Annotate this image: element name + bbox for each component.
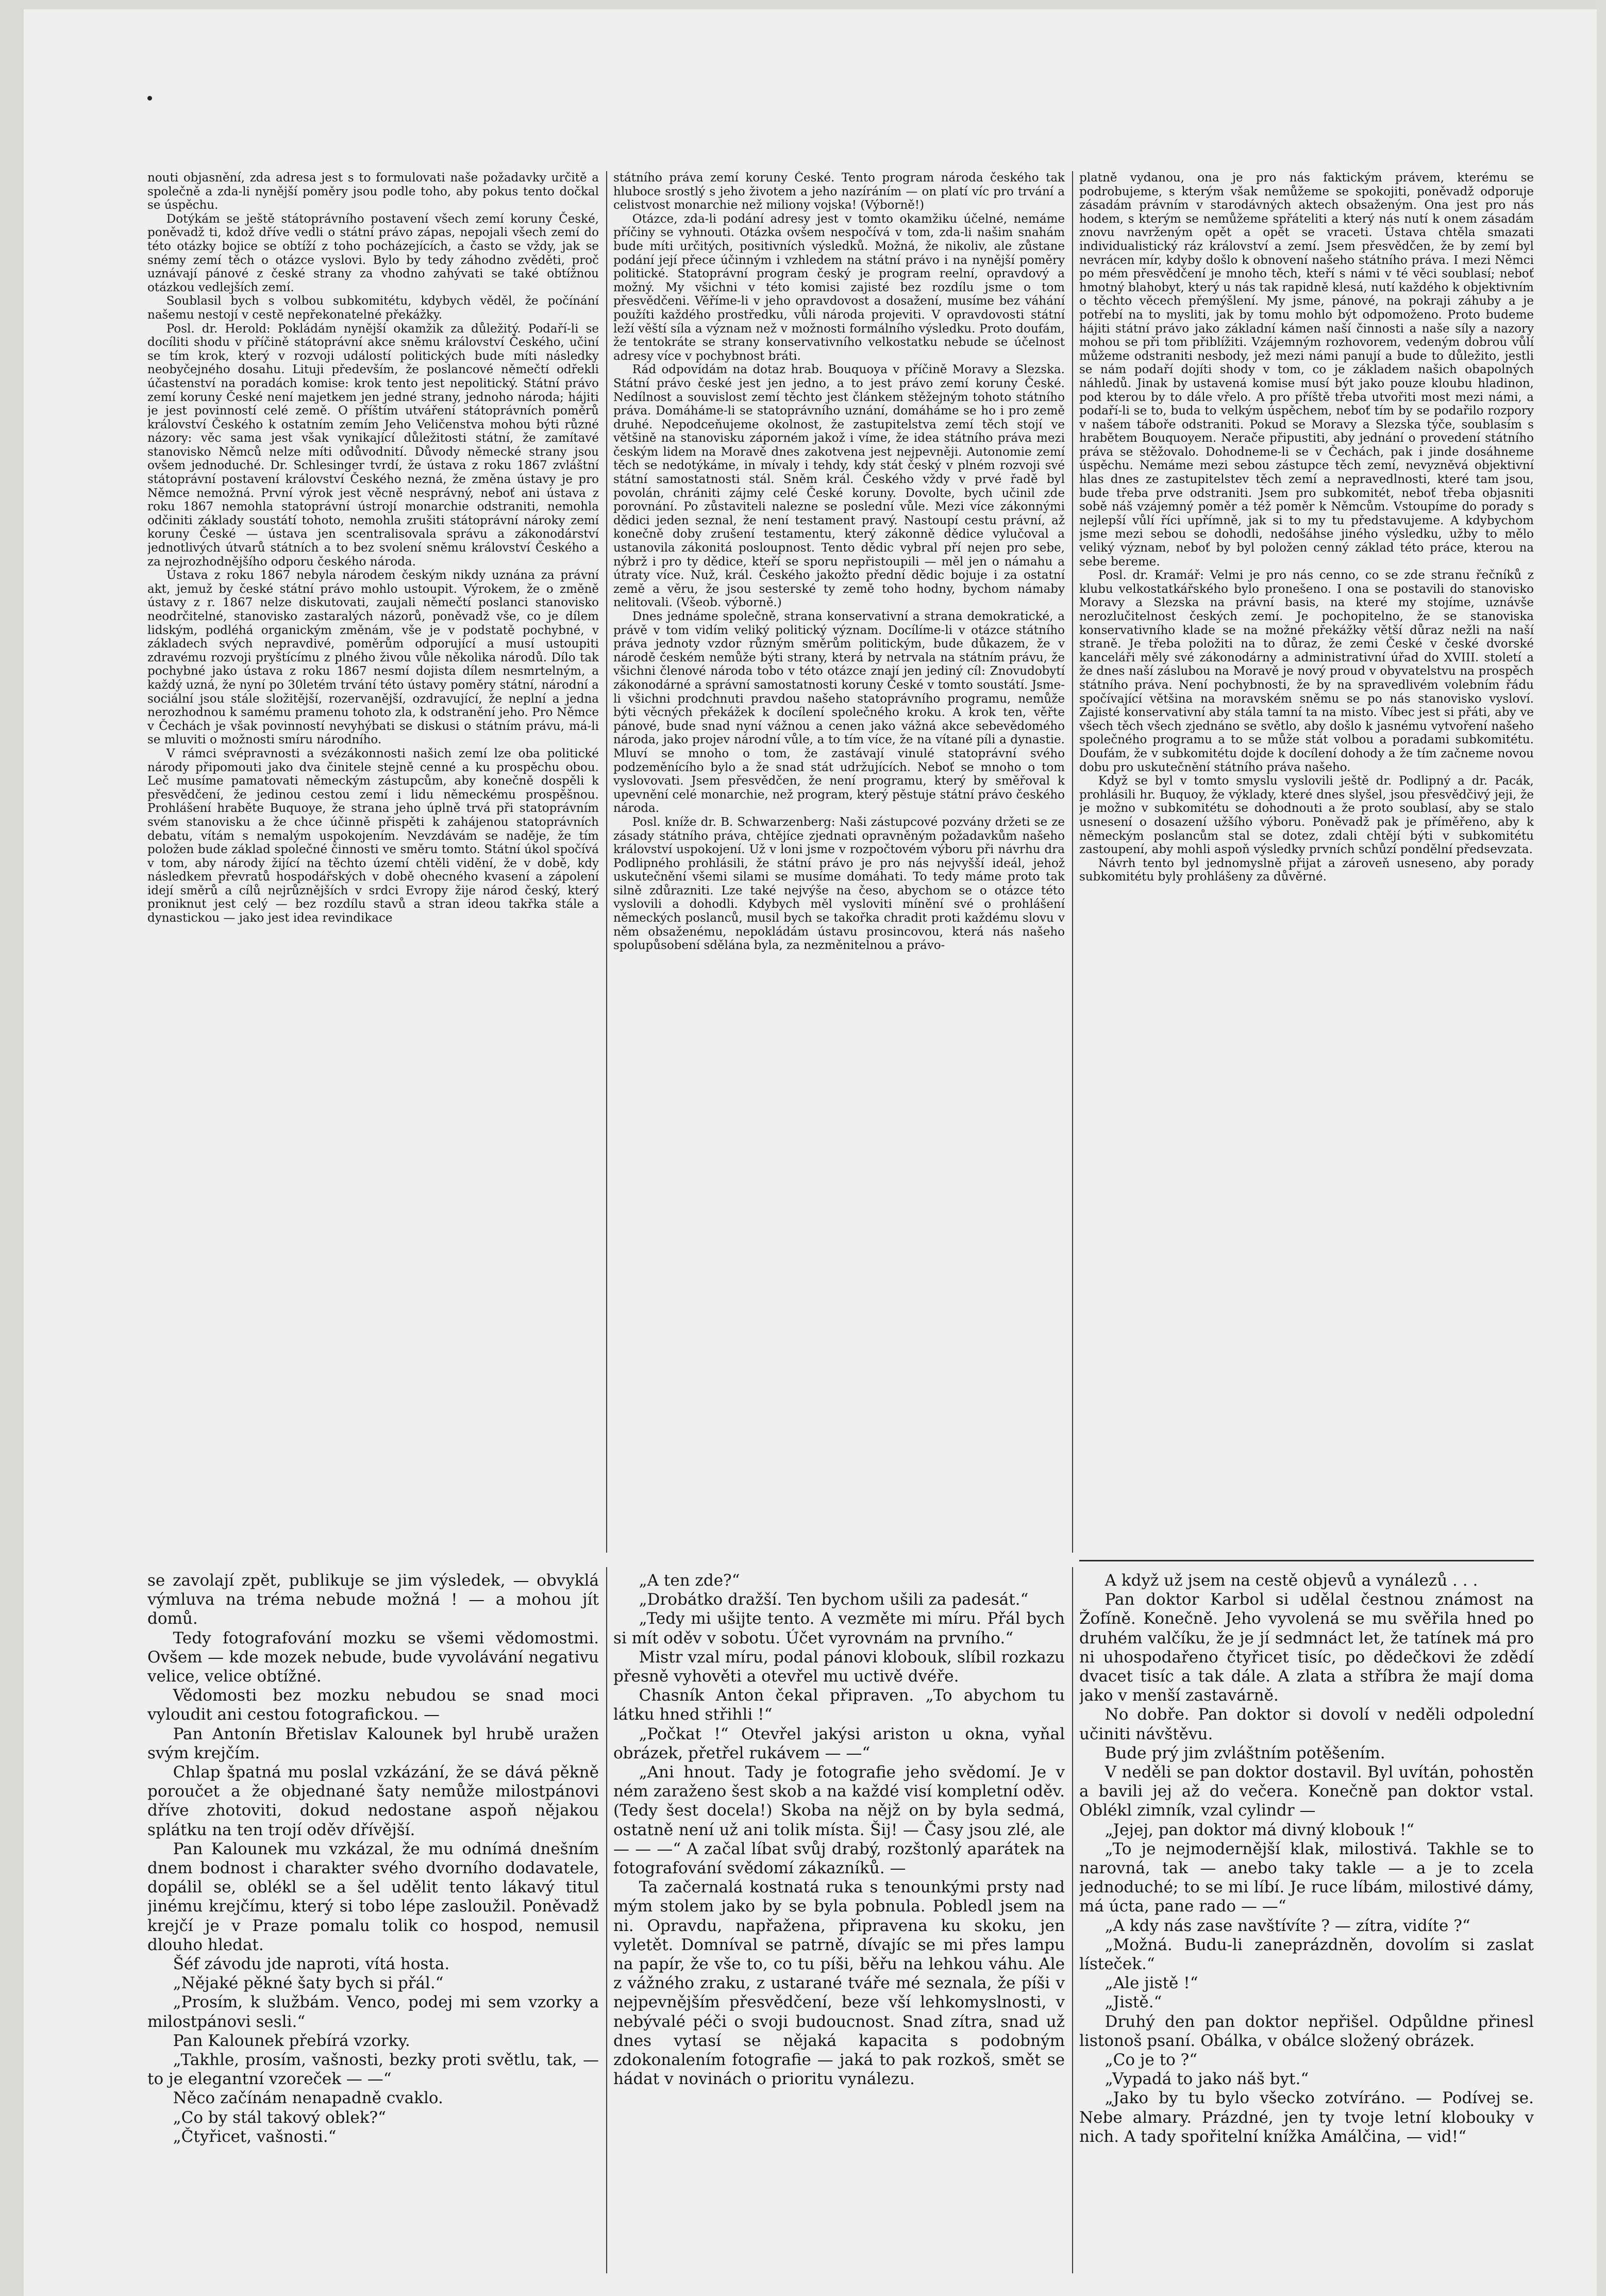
feuilleton-paragraph: „Vypadá to jako náš byt.“ [1105,2070,1309,2089]
column-rule-upper-2 [1072,171,1073,1553]
feuilleton-paragraph: „Ani hnout. Tady je fotografie jeho svědomí. Je v ném zaraženo šest skob a na každé visí kompletní oděv. (Tedy šest docela!) Skoba na nějž on by byla sedmá, ostatně není už ani tolik místa. Šij! — Časy jsou zlé, ale — — —“ A začal líbat svůj drabý, rozštonlý aparátek na fotografování svědomí zákazníků. — [613,1763,1065,1878]
page-edge-right [1597,0,1606,2296]
feuilleton-paragraph: „Počkat !“ Otevřel jakýsi ariston u okna, vyňal obrázek, přetřel rukávem — —“ [613,1724,1065,1762]
feuilleton-column-2 [613,1571,1065,2272]
article-paragraph: V rámci svépravnosti a svézákonnosti našich zemí lze oba politické národy připomouti jako dva činitele stejně cenné a ku prospěchu obou. Leč musíme pamatovati německým zástupcům, aby konečně dospěli k přesvědčení, že jedinou cestou zemí i lidu německému prospěšnou. Prohlášení hraběte Buquoye, že strana jeho úplně trvá při statoprávním svém stanovisku a že chce účinně přispěti k zahájenou statoprávních debatu, vítám s nemalým uspokojením. Nevzdávám se naděje, že tím položen bude základ společné činnosti ve směru tomto. Státní úkol spočívá v tom, aby národy žijící na těchto území chtěli vidění, že v době, kdy následkem převratů hospodářských v době ohecného kvasení a zápolení idejí směrů a cílů nejrůznějších v srdci Evropy žije národ český, který proniknut jest celý — bez rozdílu stavů a stran ideou takřka stále a dynastickou — jako jest idea revindikace [147,746,599,925]
feuilleton-paragraph: V neděli se pan doktor dostavil. Byl uvítán, pohostěn a bavili jej až do večera. Konečně pan doktor vstal. Oblékl zimník, vzal cylindr — [1079,1763,1534,1820]
feuilleton-paragraph: Pan doktor Karbol si udělal čestnou známost na Žofíně. Konečně. Jeho vyvolená se mu svěřila hned po druhém valčíku, že je jí sedmnáct let, že tatínek má pro ni uhospodařeno čtyřicet tisíc, po dědečkovi že zdědí dvacet tisíc a tak dále. A zlata a stříbra že mají doma jako v menší zastavárně. [1079,1590,1534,1705]
feuilleton-paragraph: „Co by stál takový oblek?“ [173,2108,387,2127]
feuilleton-paragraph: Chasník Anton čekal připraven. „To abychom tu látku hned střihli !“ [613,1686,1065,1724]
column-rule-lower-2 [1072,1567,1073,2273]
feuilleton-paragraph: Bude prý jim zvláštním potěšením. [1105,1743,1385,1762]
article-paragraph: Rád odpovídám na dotaz hrab. Bouquoya v příčině Moravy a Slezska. Státní právo české jest jen jedno, a to jest právo zemí koruny České. Nedílnost a souvislost zemí těchto jest článkem stěžejným tohoto státního práva. Domáháme-li se statoprávního uznání, domáháme se ho i pro země druhé. Nepodceňujeme okolnost, že zastupitelstva zemí těch stojí ve většině na stanovisku záporném jakož i víme, že idea státního práva mezi českým lidem na Moravě dnes zakotvena jest nejpevněji. Autonomie zemí těch se nedotýkáme, in mívaly i tehdy, kdy stát český v plném rozvoji své státní samostatnosti stál. Sněm král. Českého vždy v prvé řadě byl povolán, chrániti zájmy celé České koruny. Dovolte, bych učinil zde porovnání. Po zůstaviteli nalezne se poslední vůle. Mezi více zákonnými dědici jeden seznal, že není testament pravý. Nastoupí cestu právní, až konečně doby zrušení testamentu, který zákonně dědice vylučoval a ustanovila zákonitá posloupnost. Tento dědic vybral pří nejen pro sebe, nýbrž i pro ty dědice, kteří se sporu nepřistoupili — měl jen o námahu a útraty více. Nuž, král. Českého jakožto přední dědic bojuje i za ostatní země a věru, že jsou sesterské ty země toho hodny, bychom námaby nelitovali. (Všeob. výborně.) [613,363,1065,610]
feuilleton-paragraph: „Jejej, pan doktor má divný klobouk !“ [1105,1820,1415,1839]
feuilleton-paragraph: „Čtyřicet, vašnosti.“ [173,2127,337,2146]
feuilleton-paragraph: „Jistě.“ [1105,1993,1162,2012]
feuilleton-paragraph: Pan Antonín Břetislav Kalounek byl hrubě uražen svým krejčím. [147,1724,599,1762]
feuilleton-paragraph: „A kdy nás zase navštívíte ? — zítra, vidíte ?“ [1105,1916,1470,1935]
feuilleton-paragraph: „Prosím, k službám. Venco, podej mi sem vzorky a milostpánovi sesli.“ [147,1993,599,2031]
feuilleton-column-3 [1079,1571,1534,2272]
feuilleton-paragraph: „To je nejmodernější klak, milostivá. Takhle se to narovná, tak — anebo taky takle — a je to zcela jednoduché; to se mi líbí. Je ruce líbám, milostivé dámy, má úcta, pane rado — —“ [1079,1839,1534,1916]
feuilleton-paragraph: se zavolají zpět, publikuje se jim výsledek, — obvyklá výmluva na tréma nebude možná ! — a mohou jít domů. [147,1571,599,1628]
article-paragraph: Dnes jednáme společně, strana konservativní a strana demokratické, a právě v tom vidím veliký politický význam. Docílíme-li v otázce státního práva jednoty vzdor různým směrům politickým, bude důkazem, že v národě českém nemůže býti strany, která by netrvala na státním právu, že všichni členové národa tobo v této otázce znají jen jediný cíl: Znovudobytí zákonodárné a správní samostatnosti koruny České v tomto soustátí. Jsme-li všichni prodchnuti pravdou našeho statoprávního programu, nemůže býti věcných překážek k docílení společného kroku. A krok ten, věřte pánové, bude snad nyní vážnou a cenen jako vážná akce sebevědomého národa, jako projev národní vůle, a to tím více, že na vítané píli a dynastie. Mluví se mnoho o tom, že zastávají vinulé statoprávní svého podzeměnícího bylo a že snad stát udržujících. Neboť se mnoho o tom vyslovovati. Jsem přesvědčen, že není programu, který by směřoval k upevnění celé monarchie, než program, který pěstuje státní právo českého národa. [613,610,1065,816]
article-paragraph: nouti objasnění, zda adresa jest s to formulovati naše požadavky určitě a společně a zda-li nynější poměry jsou podle toho, aby pokus tento dočkal se úspěchu. [147,171,599,212]
feuilleton-paragraph: Tedy fotografování mozku se všemi vědomostmi. Ovšem — kde mozek nebude, bude vyvolávání negativu velice, velice obtížné. [147,1628,599,1686]
feuilleton-paragraph: Šéf závodu jde naproti, vítá hosta. [173,1955,450,1974]
article-paragraph: Když se byl v tomto smyslu vyslovili ještě dr. Podlipný a dr. Pacák, prohlásili hr. Buquoy, že výklady, které dnes slyšel, jsou přesvědčivý jeji, že je možno v subkomitétu se dohodnouti a že proto soublasí, aby se stalo usnesení o dosazení užšího výboru. Poněvadž pak je příměřeno, aby k německým poslancům stal se dotez, zdali chtějí býti v subkomitétu zastoupení, aby mohli aspoň výsledky prvních schůzí pondělní předsevzata. [1079,774,1534,857]
feuilleton-paragraph: „Tedy mi ušijte tento. A vezměte mi míru. Přál bych si mít oděv v sobotu. Účet vyrovnám na prvního.“ [613,1609,1065,1648]
article-paragraph: platně vydanou, ona je pro nás faktickým právem, kterému se podrobujeme, s kterým však nemůžeme se spokojiti, poněvadž odporuje zásadám právním v starodávných aktech obsaženým. Ona jest pro nás hodem, s kterým se nemůžeme spřáteliti a který nás nutí k onem zásadám znovu navrženým opět a opět se vraceti. Ústava chtěla smazati individualistický ráz království a zemí. Jsem přesvědčen, že by zemí byl nevrácen mír, kdyby došlo k obnovení našeho státního práva. I mezi Němci po mém přesvědčení je mnoho těch, kteří s námi v té věci soublasí; neboť hmotný blahobyt, který u nás tak rapidně klesá, nutí každého k objektivním o těchto věcech přemýšlení. My jsme, pánové, na pokraji záhuby a je potřebí na to mysliti, jak by tomu mohlo být odpomoženo. Proto budeme hájiti státní právo jako základní kámen naší činnosti a naše síly a nazory mohou se při tom přiblížiti. Vzájemným rozhovorem, vedeným dobrou vůlí můžeme odstraniti nesbody, jež mezi námi panují a bude to důležito, jestli se nám podaří dojíti shody v tom, co je základem našich obapolných náhledů. Jinak by ustavená komise musí být jako pouze kloubu hladinon, pod kterou by to dále vřelo. A pro příště třeba utvořiti most mezi námi, a podaří-li se to, buda to velkým úspěchem, neboť tím by se podařilo rozpory v našem táboře odstraniti. Pokud se Moravy a Slezska týče, soublasím s hrabětem Bouquoyem. Nerače připustiti, aby jednání o provedení státního práva se stěžovalo. Dohodneme-li se v Čechách, pak i jinde dosáhneme úspěchu. Nemáme mezi sebou zástupce těch zemí, nevyzněvá objektivní hlas dnes ze zastupitelstev těch zemí a nepravedlnosti, které tam jsou, bude třeba prve odstraniti. Jsem pro subkomitét, neboť třeba objasniti sobě náš vzájemný poměr a též poměr k Němcům. Vstoupíme do porady s nejlepší vůlí říci upřímně, jak si to my tu představujeme. A kdybychom jsme mezi sebou se dohodli, nedošáhse jiného výsledku, užby to mělo veliký význam, neboť by byl položen cenný základ této práce, kterou na sebe bereme. [1079,171,1534,569]
feuilleton-paragraph: Něco začínám nenapadně cvaklo. [173,2089,443,2108]
article-paragraph: Soublasil bych s volbou subkomitétu, kdybych věděl, že počínání našemu nestojí v cestě nepřekonatelné překážky. [147,294,599,322]
feuilleton-paragraph: Chlap špatná mu poslal vzkázání, že se dává pěkně poroučet a že objednané šaty nemůže milostpánovi dříve zhotoviti, dokud nedostane aspoň nějakou splátku na ten trojí oděv dřívější. [147,1763,599,1839]
article-paragraph: Dotýkám se ještě státoprávního postavení všech zemí koruny České, poněvadž ti, kdož dříve vedli o státní právo zápas, nepojali všech zemí do této otázky bojice se obtíží z toho pocházejících, a často se vždy, jak se snémy zemí těch o otázce vyslovi. Bylo by tedy záhodno zvěděti, proč uznávají pánové z české strany za vhodno zahývati se také obtížnou otázkou vedlejších zemí. [147,212,599,294]
feuilleton-paragraph: „Nějaké pěkné šaty bych si přál.“ [173,1974,444,1993]
page-edge-top [0,0,1606,9]
feuilleton-paragraph: „Jako by tu bylo všecko zotvíráno. — Podívej se. Nebe almary. Prázdné, jen ty tvoje letní klobouky v nich. A tady spořitelní knížka Amálčina, — vid!“ [1079,2089,1534,2146]
feuilleton-paragraph: Druhý den pan doktor nepřišel. Odpůldne přinesl listonoš psaní. Obálka, v obálce složený obrázek. [1079,2012,1534,2050]
feuilleton-column-1 [147,1571,599,2272]
feuilleton-paragraph: Pan Kalounek mu vzkázal, že mu odnímá dnešním dnem bodnost i charakter svého dvorního dodavatele, dopálil se, oblékl se a šel udělit tento lákavý titul jinému krejčímu, který si tobo lépe zasloužil. Poněvadž krejčí je v Praze pomalu tolik co hospod, nemusil dlouho hledat. [147,1839,599,1954]
article-paragraph: Posl. dr. Kramář: Velmi je pro nás cenno, co se zde stranu řečníků z klubu velkostatkářského bylo pronešeno. I ona se postavili do stanovisko Moravy a Slezska na právní basis, na které my stojíme, uznávše nerozlučitelnost českých zemí. Je pochopitelno, že se stanoviska konservativního klade se na možné překážky větší důraz nežli na naší straně. Je třeba položiti na to důraz, že zemi České v české dvorské kanceláři měly své zákonodárny a administrativní úřad do XVIII. století a že dnes naší záslubou na Moravě je nový proud v obyvatelstvu na prospěch státního práva. Není pochybnosti, že by na spravedlivém volebním řádu spočívající většina na moravském sněmu se po nás stanovisko vysloví. Zajisté konservativní aby stála tamní ta na misto. Víbec jest si přáti, aby ve všech těch všech zjednáno se světlo, aby došlo k jasnému vytvoření našeho společného programu a to se může stát volbou a poradami subkomitétu. Doufám, že v subkomitétu dojde k docílení dohody a že tím začneme novou dobu pro uskutečnění státního práva našeho. [1079,569,1534,774]
feuilleton-paragraph: A když už jsem na cestě objevů a vynálezů . . . [1105,1571,1478,1590]
feuilleton-paragraph: „Možná. Budu-li zaneprázdněn, dovolím si zaslat lísteček.“ [1079,1935,1534,1974]
ink-dot [147,96,152,101]
article-paragraph: státního práva zemí koruny České. Tento program národa českého tak hluboce srostlý s jeho životem a jeho nazíráním — on platí víc pro trvání a celistvost monarchie než miliony vojska! (Výborně!) [613,171,1065,212]
article-paragraph: Ústava z roku 1867 nebyla národem českým nikdy uznána za právní akt, jemuž by české státní právo mohlo ustoupit. Výrokem, že o změně ústavy z r. 1867 nelze diskutovati, zaujali němečtí poslanci stanovisko neodrčitelné, stanovisko zastaralých názorů, poněvadž vše, co je dílem lidským, podléhá organickým změnám, vše je v podstatě pochybné, v základech svých nepravdivé, poměrům odporující a musí ustoupiti zdravému rozvoji pryštícímu z plného živou vůle několika národů. Dílo tak pochybné jako ústava z roku 1867 nesmí dojista dílem nesmrtelným, a každý uzná, že nyní po 30letém trvání této ústavy poměry státní, národní a sociální jsou stále složitější, rozervanější, ozdravující, že neplní a jedna nerozhodnou k samému pramenu tohoto zla, k odstranění jeho. Pro Němce v Čechách je však povinností nevyhýbati se diskusi o státním právu, má-li se mluviti o možnosti smíru národního. [147,569,599,747]
feuilleton-paragraph: Ta začernalá kostnatá ruka s tenounkými prsty nad mým stolem jako by se byla pobnula. Pobledl jsem na ni. Opravdu, napřažena, připravena ku skoku, jen vyletět. Domníval se patrně, dívajíc se mi přes lampu na papír, že vše to, co tu píši, běřu na lehkou váhu. Ale z vážného zraku, z ustarané tváře mé seznala, že píši v nejpevnějším přesvědčení, beze vší lehkomyslnosti, v nebývalé péči o svoji budoucnost. Snad zítra, snad už dnes vytasí se nějaká kapacita s podobným zdokonalením fotografie — jaká to pak rozkoš, smět se hádat v novinách o prioritu vynálezu. [613,1878,1065,2089]
feuilleton-paragraph: „A ten zde?“ [639,1571,740,1590]
article-column-3 [1079,171,1534,1553]
article-column-2 [613,171,1065,1553]
column-rule-upper-1 [606,171,607,1553]
feuilleton-paragraph: „Co je to ?“ [1105,2051,1198,2070]
feuilleton-paragraph: „Drobátko dražší. Ten bychom ušili za padesát.“ [639,1590,1029,1609]
feuilleton-paragraph: Pan Kalounek přebírá vzorky. [173,2031,410,2050]
feuilleton-paragraph: „Takhle, prosím, vašnosti, bezky proti světlu, tak, — to je elegantní vzoreček — —“ [147,2051,599,2089]
article-column-1 [147,171,599,1553]
page-edge-left [0,0,24,2296]
feuilleton-separator-rule [1079,1560,1534,1561]
article-paragraph: Otázce, zda-li podání adresy jest v tomto okamžiku účelné, nemáme příčiny se vyhnouti. Otázka ovšem nespočívá v tom, zda-li našim snahám bude míti určitých, positivních výsledků. Možná, že nikoliv, ale zůstane podání její přece účinným i vzhledem na státní právo i na nynější poměry politické. Statoprávní program český je program reelní, opravdový a možný. My všichni v této komisi zajisté bez rozdílu jsme o tom přesvědčeni. Věříme-li v jeho opravdovost a dosažení, musíme bez váhání použíti každého prostředku, vůli národa projeviti. V opravdovosti státní leží věští síla a význam než v možnosti formálního výsledku. Proto doufám, že tentokráte se strany konservativního velkostatku nebude se účelnost adresy více v pochybnost bráti. [613,212,1065,363]
article-paragraph: Posl. kníže dr. B. Schwarzenberg: Naši zástupcové pozvány držeti se ze zásady státního práva, chtějíce zjednati opravněným požadavkům našeho království uspokojení. Už v loni jsme v rozpočtovém výboru při návrhu dra Podlipného prohlásili, že státní právo je pro nás nejvyšší ideál, jehož uskutečnění všemi silami se musíme domáhati. To tedy máme proto tak silně zdůrazniti. Lze také nejvýše na česo, abychom se o otázce této vyslovili a dohodli. Kdybych měl vysloviti mínění své o prohlášení německých poslanců, musil bych se takořka chradit proti každému slovu v něm obsaženému, nepokládám ústavu prosincovou, která nás našeho spolupůsobení sdělána byla, za nezměnitelnou a právo- [613,815,1065,953]
feuilleton-paragraph: Mistr vzal míru, podal pánovi klobouk, slíbil rozkazu přesně vyhověti a otevřel mu uctivě dvéře. [613,1648,1065,1686]
article-paragraph: Návrh tento byl jednomyslně přijat a zároveň usneseno, aby porady subkomitétu byly prohlášeny za důvěrné. [1079,856,1534,884]
column-rule-lower-1 [606,1567,607,2273]
feuilleton-paragraph: „Ale jistě !“ [1105,1974,1198,1993]
feuilleton-paragraph: Vědomosti bez mozku nebudou se snad moci vyloudit ani cestou fotografickou. — [147,1686,599,1724]
feuilleton-paragraph: No dobře. Pan doktor si dovolí v neděli odpolední učiniti návštěvu. [1079,1705,1534,1743]
article-paragraph: Posl. dr. Herold: Pokládám nynější okamžik za důležitý. Podaří-li se docíliti shodu v příčině státoprávní akce sněmu království Českého, učiní se tím krok, který v rozvoji událostí politických bude míti následky neobyčejného dosahu. Lituji především, že poslancové němečtí odřekli účastenství na poradách komise: krok tento jest nepolitický. Státní právo zemí koruny České není majetkem jen jedné strany, jednoho národa; hájiti je jest povinností celé země. O příštím utváření státoprávních poměrů království Českého k ostatním zemím Jeho Veličenstva mohou býti různé názory: věc sama jest však vynikající důležitosti státní, že zamítavé stanovisko Němců nelze míti odůvodnití. Důvody německé strany jsou ovšem jednoduché. Dr. Schlesinger tvrdí, že ústava z roku 1867 zvláštní státoprávní postavení království Českého nezná, že změna ústavy je pro Němce nemožná. První výrok jest věcně nesprávný, neboť ani ústava z roku 1867 nemohla statoprávní ústrojí monarchie odstraniti, nemohla odčiniti základy soustátí tohoto, nemohla zrušiti státoprávní nároky zemí koruny České — ústava jen scentralisovala správu a zákonodárství jednotlivých útvarů státních a to bez svolení sněmu království Českého a za nejrozhodnějšího odporu českého národa. [147,322,599,569]
